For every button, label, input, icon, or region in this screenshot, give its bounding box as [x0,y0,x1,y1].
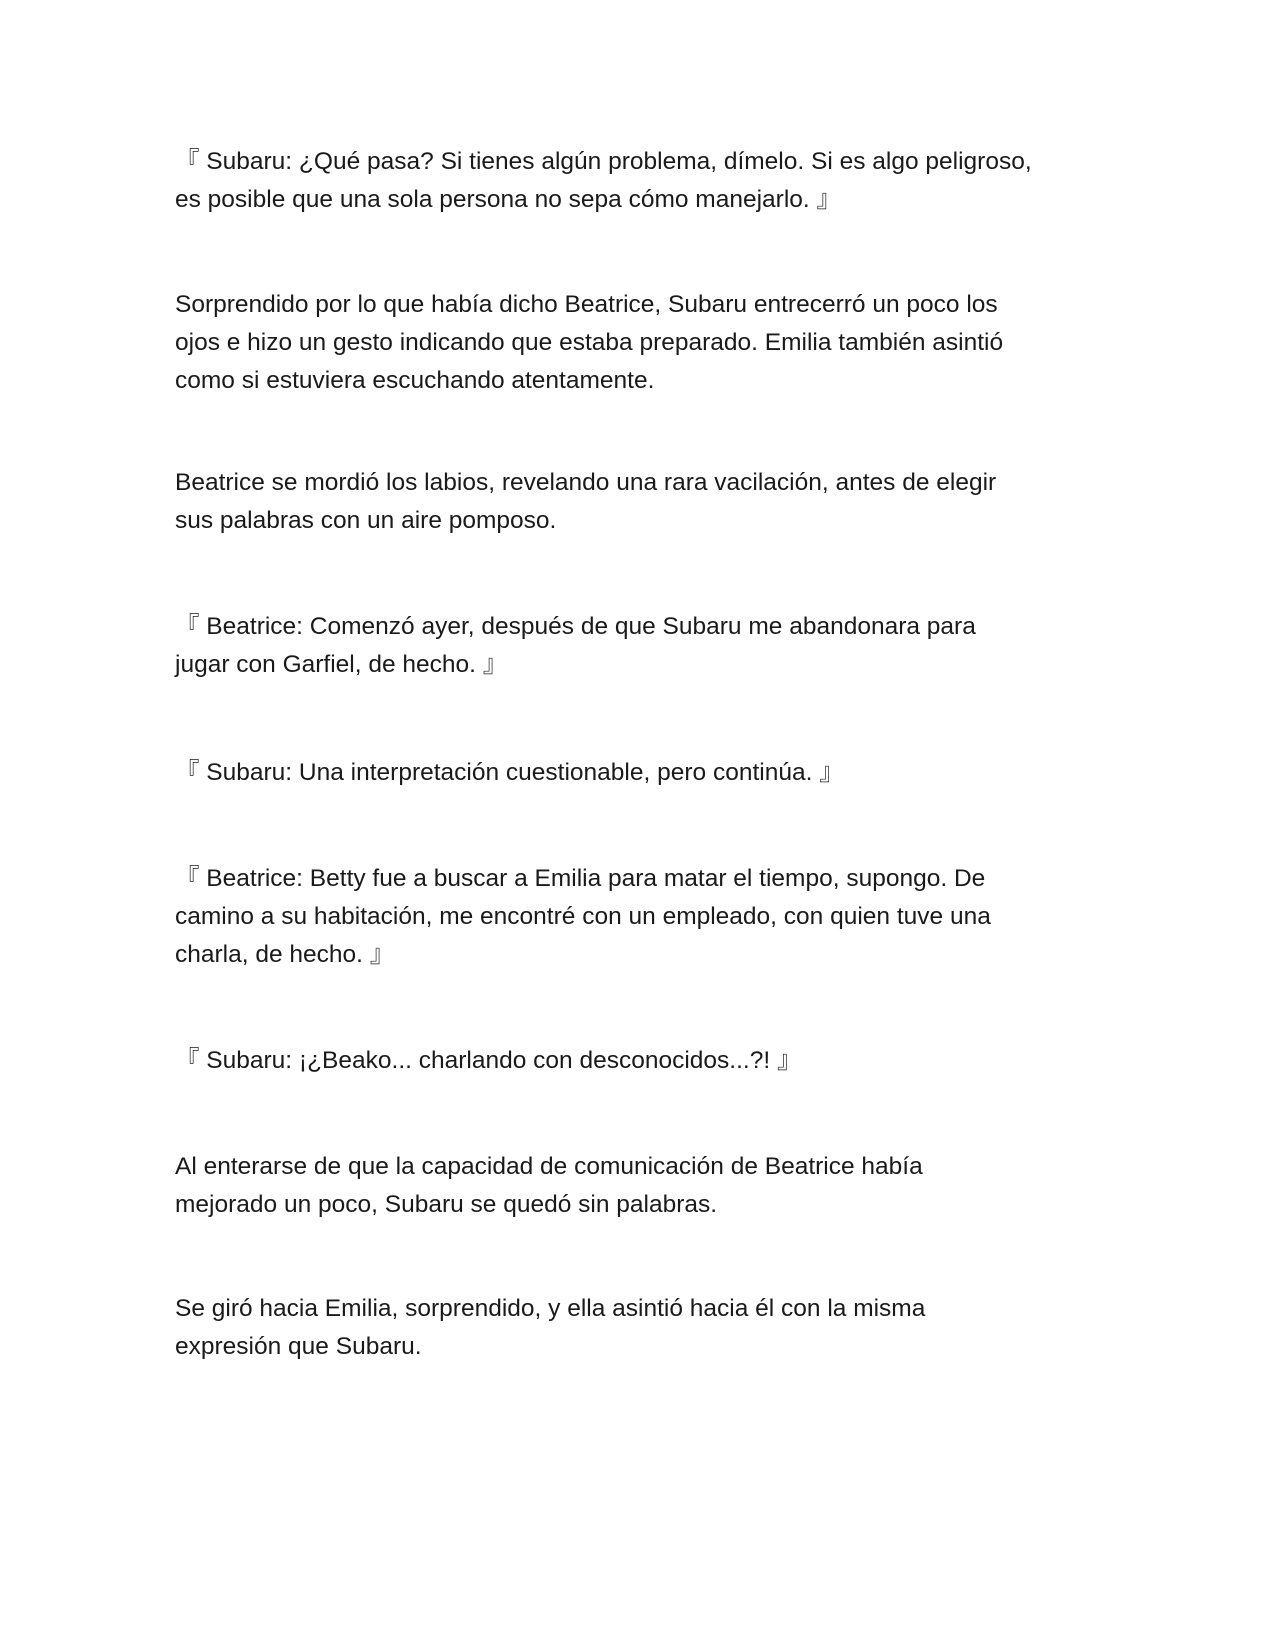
paragraph-line: jugar con Garfiel, de hecho. 』 [175,651,508,678]
paragraph-3 [175,464,1095,540]
paragraph-line: expresión que Subaru. [175,1333,422,1360]
paragraph-8 [175,1148,1095,1224]
paragraph-line: ojos e hizo un gesto indicando que estaba preparado. Emilia también asintió [175,329,1004,356]
paragraph-5 [175,754,1095,792]
paragraph-line: camino a su habitación, me encontré con un empleado, con quien tuve una [175,903,991,930]
paragraph-line: como si estuviera escuchando atentamente. [175,367,655,394]
paragraph-6 [175,860,1095,974]
paragraph-4 [175,608,1095,684]
paragraph-line: Se giró hacia Emilia, sorprendido, y ella asintió hacia él con la misma [175,1295,926,1322]
paragraph-line: sus palabras con un aire pomposo. [175,507,557,534]
paragraph-line: 『 Subaru: Una interpretación cuestionable, pero continúa. 』 [175,759,844,786]
paragraph-line: Beatrice se mordió los labios, revelando una rara vacilación, antes de elegir [175,469,997,496]
paragraph-line: 『 Beatrice: Betty fue a buscar a Emilia para matar el tiempo, supongo. De [175,865,986,892]
paragraph-line: 『 Subaru: ¡¿Beako... charlando con desconocidos...?! 』 [175,1047,802,1074]
paragraph-line: es posible que una sola persona no sepa cómo manejarlo. 』 [175,186,841,213]
paragraph-2 [175,286,1095,400]
paragraph-1 [175,143,1095,219]
paragraph-line: charla, de hecho. 』 [175,941,395,968]
paragraph-line: Al enterarse de que la capacidad de comunicación de Beatrice había [175,1153,923,1180]
paragraph-line: Sorprendido por lo que había dicho Beatrice, Subaru entrecerró un poco los [175,291,998,318]
paragraph-line: 『 Subaru: ¿Qué pasa? Si tienes algún problema, dímelo. Si es algo peligroso, [175,148,1032,175]
paragraph-line: mejorado un poco, Subaru se quedó sin palabras. [175,1191,718,1218]
paragraph-9 [175,1290,1095,1366]
paragraph-7 [175,1042,1095,1080]
paragraph-line: 『 Beatrice: Comenzó ayer, después de que Subaru me abandonara para [175,613,976,640]
